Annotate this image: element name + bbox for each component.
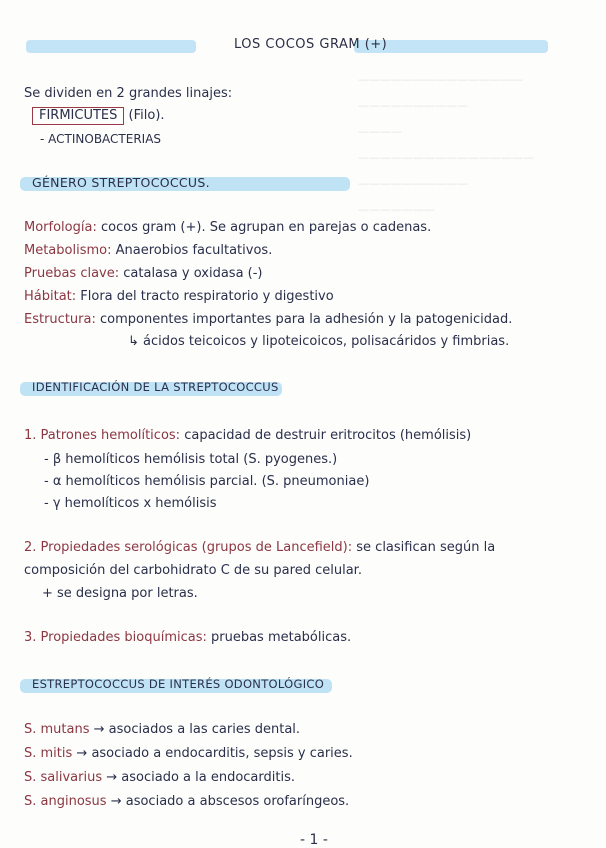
row-morfologia <box>24 220 431 235</box>
p3-text: pruebas metabólicas. <box>211 630 352 645</box>
row-text: catalasa y oxidasa (-) <box>123 266 263 281</box>
hemolysis-item-beta: - β hemolíticos hemólisis total (S. pyogenes.) <box>44 452 338 467</box>
section-title: GÉNERO STREPTOCOCCUS. <box>32 175 210 190</box>
section-title: ESTREPTOCOCCUS DE INTERÉS ODONTOLÓGICO <box>32 677 325 691</box>
row-metabolismo <box>24 243 272 258</box>
species-row-anginosus <box>24 794 349 809</box>
bleed-through-text: ——————————————— —————————— ———— ———————————————— —————————— ——————— <box>358 73 534 216</box>
intro-item-1 <box>32 108 165 123</box>
section-heading-3 <box>20 674 332 698</box>
p2-line <box>24 540 495 555</box>
section-title: IDENTIFICACIÓN DE LA STREPTOCOCCUS <box>32 380 279 394</box>
p2-line-2: composición del carbohidrato C de su pared celular. <box>24 563 362 578</box>
row-text: Flora del tracto respiratorio y digestivo <box>80 289 334 304</box>
species-row-mutans <box>24 722 300 737</box>
title-highlight-left <box>26 40 196 53</box>
section-heading-2 <box>20 377 282 401</box>
p2-text: se clasifican según la <box>356 540 496 555</box>
p3-line <box>24 630 351 645</box>
species-row-mitis <box>24 746 353 761</box>
species-label: S. mitis <box>24 746 73 761</box>
row-label: Morfología: <box>24 220 97 235</box>
row-label: Pruebas clave: <box>24 266 120 281</box>
species-text: → asociados a las caries dental. <box>93 722 301 737</box>
boxed-suffix: (Filo). <box>128 108 165 123</box>
p1-text: capacidad de destruir eritrocitos (hemólisis) <box>184 428 472 443</box>
intro-line: Se dividen en 2 grandes linajes: <box>24 86 233 101</box>
p1-label: 1. Patrones hemolíticos: <box>24 428 181 443</box>
row-habitat <box>24 289 334 304</box>
p2-label: 2. Propiedades serológicas (grupos de Lancefield): <box>24 540 353 555</box>
row-text: componentes importantes para la adhesión y la patogenicidad. <box>99 312 513 327</box>
page-title: LOS COCOS GRAM (+) <box>234 37 388 52</box>
row-label: Metabolismo: <box>24 243 112 258</box>
row-text: Anaerobios facultativos. <box>115 243 273 258</box>
p2-line-3: + se designa por letras. <box>42 586 198 601</box>
species-label: S. mutans <box>24 722 90 737</box>
row-label: Estructura: <box>24 312 96 327</box>
species-text: → asociado a endocarditis, sepsis y caries. <box>76 746 353 761</box>
title-bar <box>26 37 548 57</box>
species-text: → asociado a abscesos orofaríngeos. <box>110 794 350 809</box>
page-number: - 1 - <box>300 832 328 848</box>
species-label: S. anginosus <box>24 794 107 809</box>
p3-label: 3. Propiedades bioquímicas: <box>24 630 207 645</box>
boxed-term: FIRMICUTES <box>32 107 124 125</box>
hemolysis-item-gamma: - γ hemolíticos x hemólisis <box>44 496 217 511</box>
row-estructura <box>24 312 512 327</box>
row-estructura-detail: ↳ ácidos teicoicos y lipoteicoicos, polisacáridos y fimbrias. <box>128 334 510 349</box>
section-heading-1 <box>20 172 350 196</box>
species-text: → asociado a la endocarditis. <box>106 770 295 785</box>
species-label: S. salivarius <box>24 770 103 785</box>
row-label: Hábitat: <box>24 289 77 304</box>
p1-line <box>24 428 471 443</box>
intro-item-2: - ACTINOBACTERIAS <box>40 132 162 146</box>
species-row-salivarius <box>24 770 295 785</box>
hemolysis-item-alpha: - α hemolíticos hemólisis parcial. (S. pneumoniae) <box>44 474 370 489</box>
row-text: cocos gram (+). Se agrupan en parejas o cadenas. <box>100 220 432 235</box>
row-pruebas <box>24 266 263 281</box>
